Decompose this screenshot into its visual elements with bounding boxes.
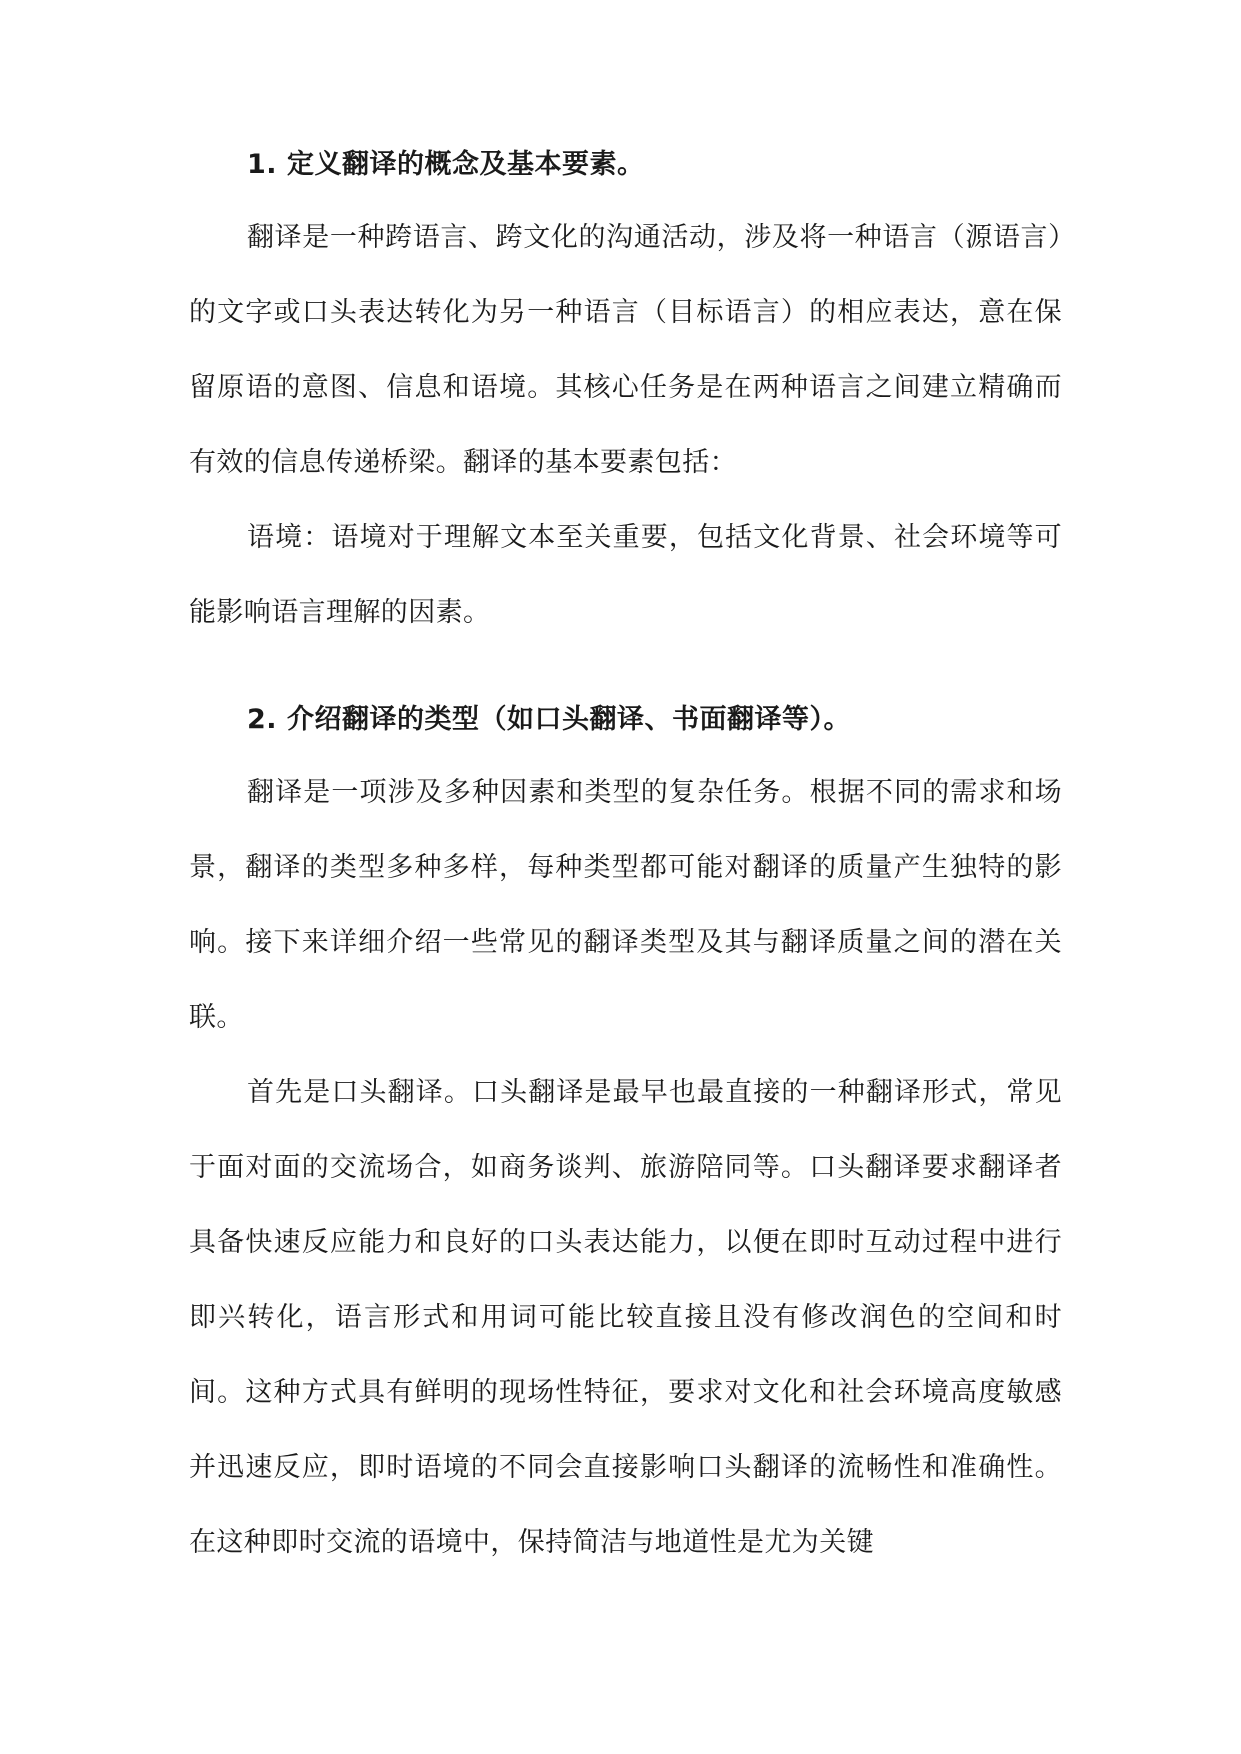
section-2-paragraph-2: 首先是口头翻译。口头翻译是最早也最直接的一种翻译形式，常见于面对面的交流场合，如商务谈判、旅游陪同等。口头翻译要求翻译者具备快速反应能力和良好的口头表达能力，以便在即时互动过程中进行即兴转化，语言形式和用词可能比较直接且没有修改润色的空间和时间。这种方式具有鲜明的现场性特征，要求对文化和社会环境高度敏感并迅速反应，即时语境的不同会直接影响口头翻译的流畅性和准确性。在这种即时交流的语境中，保持简洁与地道性是尤为关键	[189, 1077, 1062, 1558]
section-1-title: 定义翻译的概念及基本要素。	[287, 149, 645, 180]
section-1-paragraph-1: 翻译是一种跨语言、跨文化的沟通活动，涉及将一种语言（源语言）的文字或口头表达转化为另一种语言（目标语言）的相应表达，意在保留原语的意图、信息和语境。其核心任务是在两种语言之间建立精确而有效的信息传递桥梁。翻译的基本要素包括：	[189, 222, 1062, 478]
section-2-heading	[189, 700, 1062, 740]
section-2-title: 介绍翻译的类型（如口头翻译、书面翻译等）。	[287, 704, 852, 735]
section-2-number: 2.	[247, 704, 278, 735]
section-1-paragraph-2: 语境：语境对于理解文本至关重要，包括文化背景、社会环境等可能影响语言理解的因素。	[189, 522, 1062, 628]
section-1-number: 1.	[247, 149, 278, 180]
document-page	[189, 145, 1062, 1580]
section-1-heading	[189, 145, 1062, 185]
section-2-paragraph-1: 翻译是一项涉及多种因素和类型的复杂任务。根据不同的需求和场景，翻译的类型多种多样，每种类型都可能对翻译的质量产生独特的影响。接下来详细介绍一些常见的翻译类型及其与翻译质量之间的潜在关联。	[189, 777, 1062, 1033]
